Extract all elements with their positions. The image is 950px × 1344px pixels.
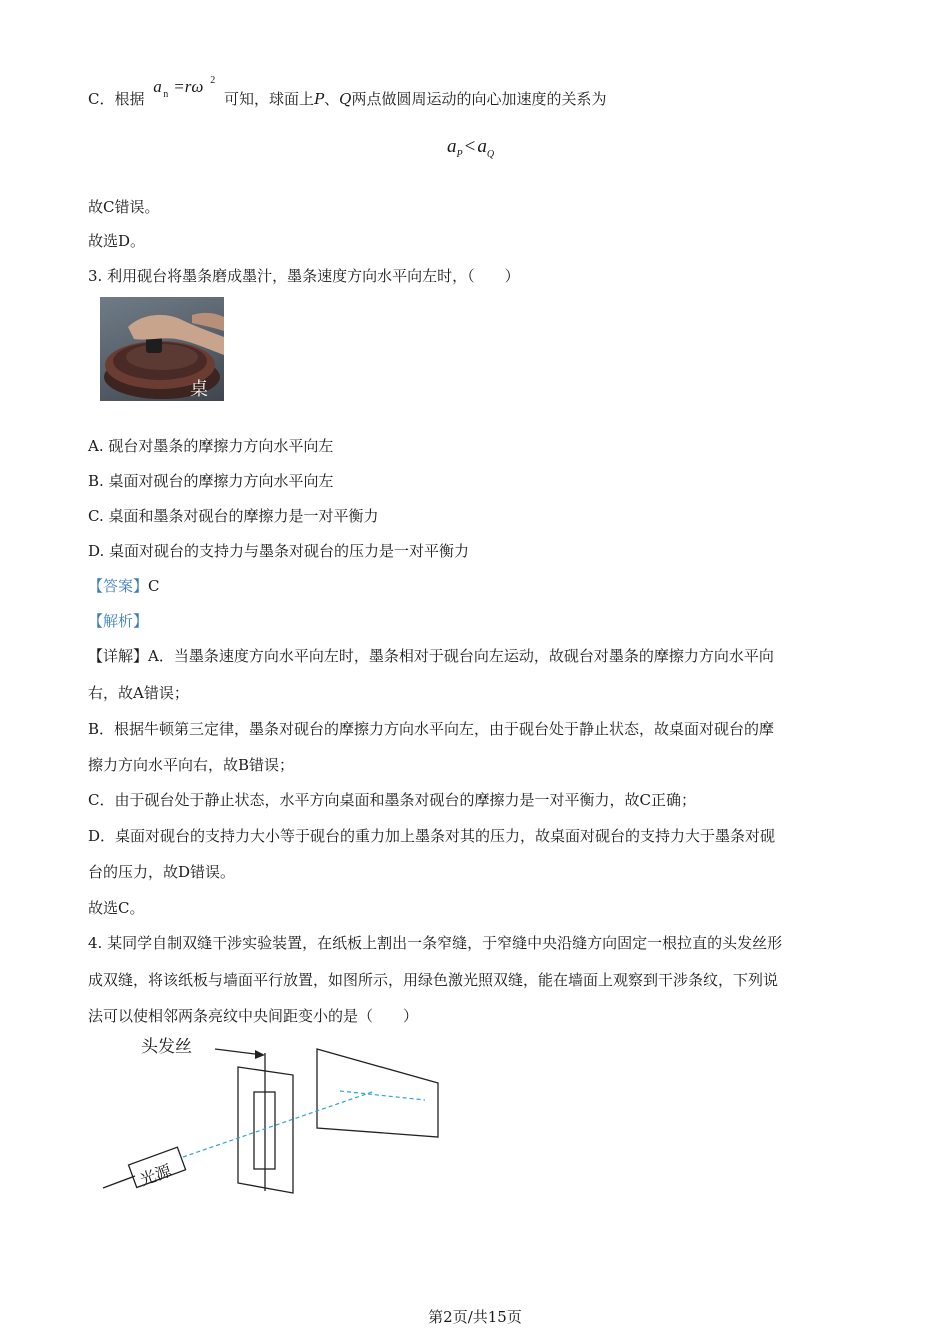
answer-line	[88, 576, 160, 596]
q3-option-b: B. 桌面对砚台的摩擦力方向水平向左	[88, 472, 334, 490]
q3-stem: 3. 利用砚台将墨条磨成墨汁，墨条速度方向水平向左时，（ ）	[88, 267, 520, 285]
analysis-tag: 【解析】	[88, 612, 149, 630]
hair-label: 头发丝	[141, 1037, 192, 1057]
c-option-line: C．根据 a n =rω 2 可知，球面上P、Q两点做圆周运动的向心加速度的关系为	[88, 75, 607, 108]
q3-option-c: C. 桌面和墨条对砚台的摩擦力是一对平衡力	[88, 507, 379, 525]
page-footer: 第2页/共15页	[428, 1308, 522, 1326]
inkstone-photo	[100, 297, 224, 401]
answer-value: C	[148, 577, 160, 595]
q3-option-d: D. 桌面对砚台的支持力与墨条对砚台的压力是一对平衡力	[88, 542, 470, 560]
q4-stem-line-2: 成双缝，将该纸板与墙面平行放置，如图所示，用绿色激光照双缝，能在墙面上观察到干涉条纹，下列说	[88, 971, 779, 989]
detail-line-6: D．桌面对砚台的支持力大小等于砚台的重力加上墨条对其的压力，故桌面对砚台的支持力大于墨条对砚	[88, 827, 776, 845]
choose-d-text: 故选D。	[88, 232, 146, 250]
detail-line-3: B．根据牛顿第三定律，墨条对砚台的摩擦力方向水平向左，由于砚台处于静止状态，故桌面对砚台的摩	[88, 720, 775, 738]
wall-screen	[317, 1049, 438, 1137]
source-label: 光源	[137, 1160, 174, 1190]
detail-line-1: 【详解】A．当墨条速度方向水平向左时，墨条相对于砚台向左运动，故砚台对墨条的摩擦力方向水平向	[88, 647, 774, 665]
choose-c-text: 故选C。	[88, 899, 145, 917]
q4-stem-line-3: 法可以使相邻两条亮纹中央间距变小的是（ ）	[88, 1007, 419, 1025]
detail-line-7: 台的压力，故D错误。	[88, 863, 236, 881]
q3-option-a: A. 砚台对墨条的摩擦力方向水平向左	[88, 437, 334, 455]
c-wrong-text: 故C错误。	[88, 198, 160, 216]
c-option-prefix: C．根据	[88, 90, 145, 108]
desk-label: 桌	[190, 379, 208, 400]
acceleration-relation: $a_P < a_Q$	[447, 136, 495, 160]
detail-line-2: 右，故A错误；	[88, 684, 189, 702]
centripetal-formula: a n =rω 2	[153, 75, 216, 100]
answer-tag: 【答案】	[88, 577, 149, 595]
detail-line-4: 擦力方向水平向右，故B错误；	[88, 756, 295, 774]
detail-line-5: C．由于砚台处于静止状态，水平方向桌面和墨条对砚台的摩擦力是一对平衡力，故C正确；	[88, 791, 696, 809]
hair-arrow-icon	[255, 1050, 265, 1059]
q4-stem-line-1: 4. 某同学自制双缝干涉实验装置，在纸板上割出一条窄缝，于窄缝中央沿缝方向固定一根拉直的头发丝形	[88, 934, 783, 952]
double-slit-diagram	[95, 1033, 455, 1203]
